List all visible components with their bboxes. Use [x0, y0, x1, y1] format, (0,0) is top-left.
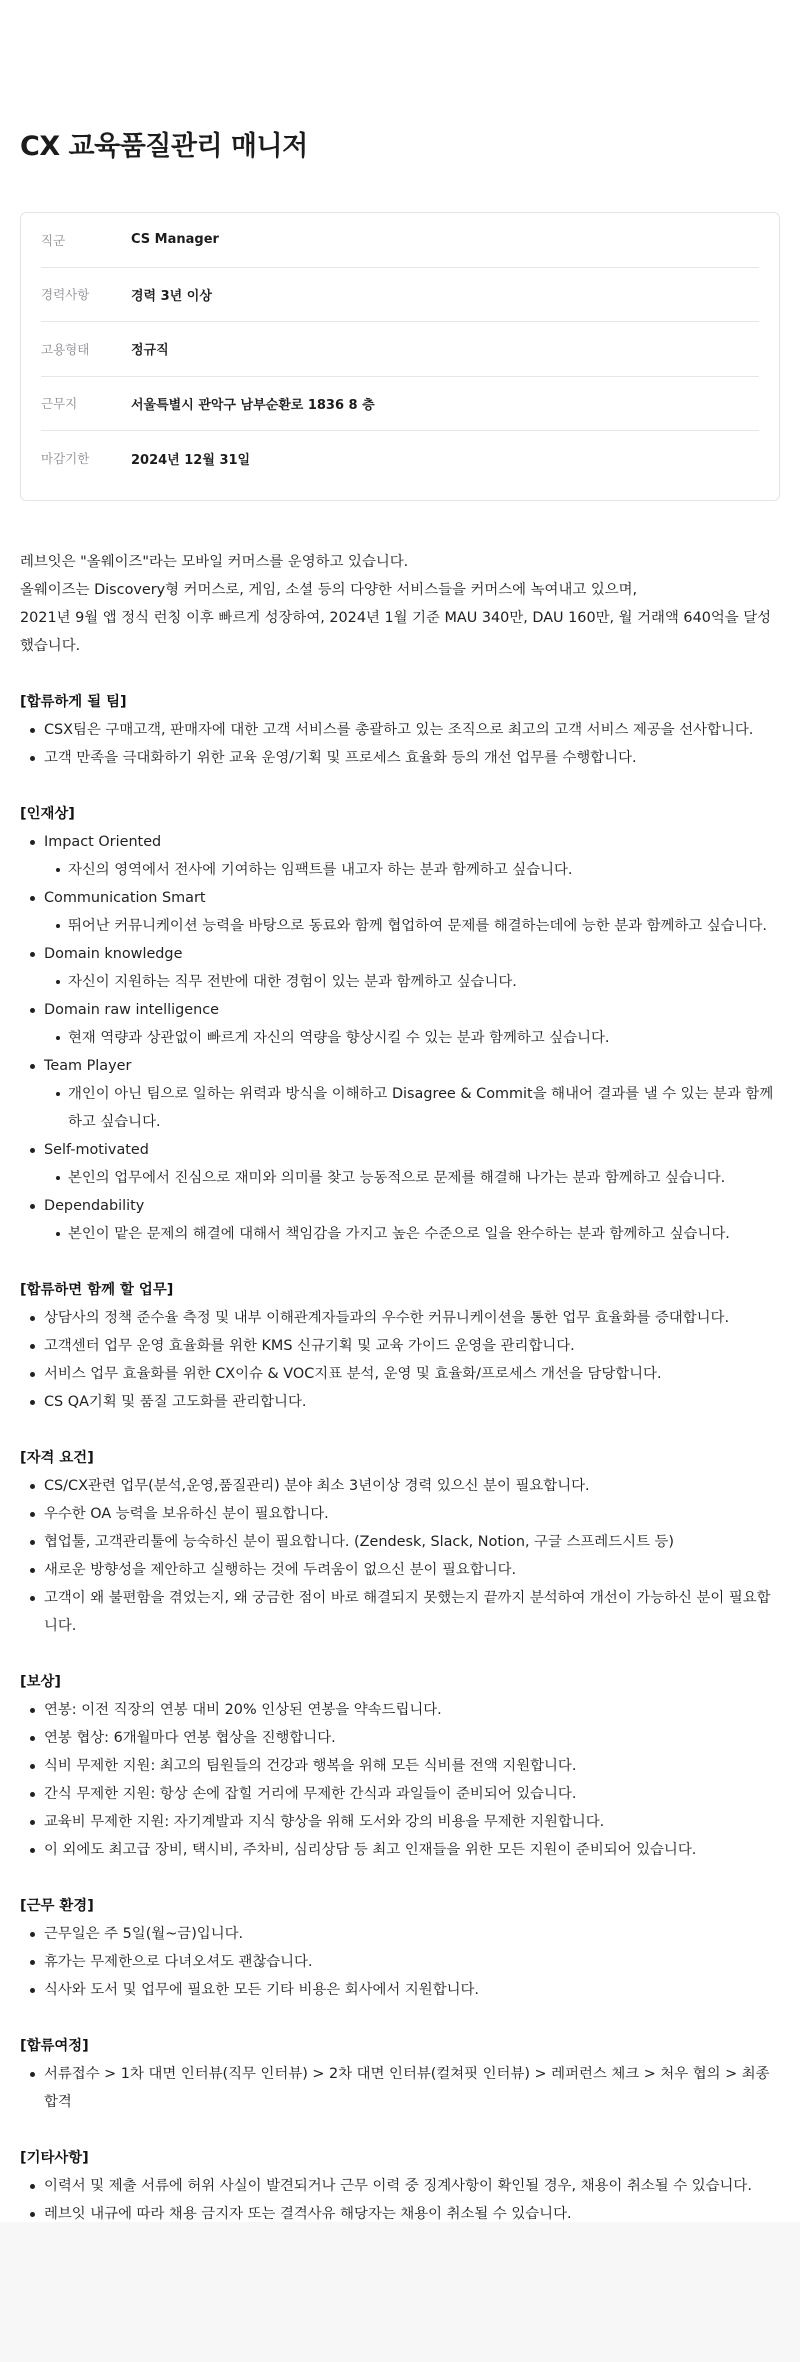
info-row-employment-type — [41, 322, 759, 377]
company-intro — [20, 548, 782, 660]
talent-desc: 뛰어난 커뮤니케이션 능력을 바탕으로 동료와 함께 협업하여 문제를 해결하는데에 능한 분과 함께하고 싶습니다. — [44, 912, 782, 940]
info-value: 정규직 — [131, 343, 169, 359]
talent-item — [20, 1136, 782, 1192]
info-value: CS Manager — [131, 232, 219, 248]
info-label: 고용형태 — [41, 341, 90, 357]
section-title: [기타사항] — [20, 2150, 89, 2166]
talent-item — [20, 828, 782, 884]
list-item: CSX팀은 구매고객, 판매자에 대한 고객 서비스를 총괄하고 있는 조직으로 최고의 고객 서비스 제공을 선사합니다. — [20, 716, 782, 744]
talent-desc: 자신이 지원하는 직무 전반에 대한 경험이 있는 분과 함께하고 싶습니다. — [44, 968, 782, 996]
section-duties — [20, 1276, 782, 1416]
list-item: 협업툴, 고객관리툴에 능숙하신 분이 필요합니다. (Zendesk, Slack, Notion, 구글 스프레드시트 등) — [20, 1528, 782, 1556]
talent-item — [20, 940, 782, 996]
job-info-card — [20, 212, 780, 501]
list-item: 식비 무제한 지원: 최고의 팀원들의 건강과 행복을 위해 모든 식비를 전액 지원합니다. — [20, 1752, 782, 1780]
intro-paragraph: 2021년 9월 앱 정식 런칭 이후 빠르게 성장하여, 2024년 1월 기준 MAU 340만, DAU 160만, 월 거래액 640억을 달성했습니다. — [20, 610, 772, 654]
section-title: [합류여정] — [20, 2038, 89, 2054]
intro-paragraph: 올웨이즈는 Discovery형 커머스로, 게임, 소셜 등의 다양한 서비스들을 커머스에 녹여내고 있으며, — [20, 582, 638, 598]
info-row-deadline — [41, 431, 759, 486]
section-notes — [20, 2144, 782, 2228]
talent-name: Dependability — [44, 1198, 145, 1214]
list-item: 서비스 업무 효율화를 위한 CX이슈 & VOC지표 분석, 운영 및 효율화/프로세스 개선을 담당합니다. — [20, 1360, 782, 1388]
talent-name: Team Player — [44, 1058, 132, 1074]
job-description — [20, 548, 782, 2228]
info-value: 경력 3년 이상 — [131, 288, 212, 304]
info-label: 직군 — [41, 232, 66, 248]
section-compensation — [20, 1668, 782, 1864]
info-row-location — [41, 377, 759, 432]
talent-item — [20, 996, 782, 1052]
list-item: 연봉 협상: 6개월마다 연봉 협상을 진행합니다. — [20, 1724, 782, 1752]
section-team — [20, 688, 782, 772]
page-title: CX 교육품질관리 매니저 — [20, 131, 308, 162]
list-item: 이력서 및 제출 서류에 허위 사실이 발견되거나 근무 이력 중 징계사항이 확인될 경우, 채용이 취소될 수 있습니다. — [20, 2172, 782, 2200]
list-item: 근무일은 주 5일(월~금)입니다. — [20, 1920, 782, 1948]
list-item: CS QA기획 및 품질 고도화를 관리합니다. — [20, 1388, 782, 1416]
section-process — [20, 2032, 782, 2116]
info-label: 경력사항 — [41, 287, 90, 303]
talent-item — [20, 884, 782, 940]
list-item: 우수한 OA 능력을 보유하신 분이 필요합니다. — [20, 1500, 782, 1528]
talent-item — [20, 1192, 782, 1248]
talent-name: Self-motivated — [44, 1142, 149, 1158]
section-title: [합류하게 될 팀] — [20, 694, 127, 710]
talent-desc: 현재 역량과 상관없이 빠르게 자신의 역량을 향상시킬 수 있는 분과 함께하고 싶습니다. — [44, 1024, 782, 1052]
talent-desc: 본인이 맡은 문제의 해결에 대해서 책임감을 가지고 높은 수준으로 일을 완수하는 분과 함께하고 싶습니다. — [44, 1220, 782, 1248]
list-item: 휴가는 무제한으로 다녀오셔도 괜찮습니다. — [20, 1948, 782, 1976]
list-item: 상담사의 정책 준수율 측정 및 내부 이해관계자들과의 우수한 커뮤니케이션을 통한 업무 효율화를 증대합니다. — [20, 1304, 782, 1332]
list-item: 레브잇 내규에 따라 채용 금지자 또는 결격사유 해당자는 채용이 취소될 수 있습니다. — [20, 2200, 782, 2228]
section-requirements — [20, 1444, 782, 1640]
talent-name: Domain knowledge — [44, 946, 183, 962]
talent-desc: 개인이 아닌 팀으로 일하는 위력과 방식을 이해하고 Disagree & Commit을 해내어 결과를 낼 수 있는 분과 함께하고 싶습니다. — [44, 1080, 782, 1136]
info-label: 마감기한 — [41, 451, 90, 467]
list-item: 고객센터 업무 운영 효율화를 위한 KMS 신규기획 및 교육 가이드 운영을 관리합니다. — [20, 1332, 782, 1360]
talent-desc: 자신의 영역에서 전사에 기여하는 임팩트를 내고자 하는 분과 함께하고 싶습니다. — [44, 856, 782, 884]
talent-name: Impact Oriented — [44, 834, 162, 850]
list-item: 고객 만족을 극대화하기 위한 교육 운영/기획 및 프로세스 효율화 등의 개선 업무를 수행합니다. — [20, 744, 782, 772]
section-talent — [20, 800, 782, 1248]
list-item: 이 외에도 최고급 장비, 택시비, 주차비, 심리상담 등 최고 인재들을 위한 모든 지원이 준비되어 있습니다. — [20, 1836, 782, 1864]
intro-paragraph: 레브잇은 "올웨이즈"라는 모바일 커머스를 운영하고 있습니다. — [20, 554, 409, 570]
talent-name: Domain raw intelligence — [44, 1002, 219, 1018]
talent-desc: 본인의 업무에서 진심으로 재미와 의미를 찾고 능동적으로 문제를 해결해 나가는 분과 함께하고 싶습니다. — [44, 1164, 782, 1192]
section-title: [보상] — [20, 1674, 61, 1690]
list-item: 교육비 무제한 지원: 자기계발과 지식 향상을 위해 도서와 강의 비용을 무제한 지원합니다. — [20, 1808, 782, 1836]
info-label: 근무지 — [41, 396, 78, 412]
section-title: [자격 요건] — [20, 1450, 94, 1466]
list-item: 서류접수 > 1차 대면 인터뷰(직무 인터뷰) > 2차 대면 인터뷰(컬쳐핏 인터뷰) > 레퍼런스 체크 > 처우 협의 > 최종합격 — [20, 2060, 782, 2116]
info-row-job-group — [41, 213, 759, 268]
list-item: 연봉: 이전 직장의 연봉 대비 20% 인상된 연봉을 약속드립니다. — [20, 1696, 782, 1724]
section-title: [합류하면 함께 할 업무] — [20, 1282, 174, 1298]
info-value: 2024년 12월 31일 — [131, 452, 251, 468]
list-item: 고객이 왜 불편함을 겪었는지, 왜 궁금한 점이 바로 해결되지 못했는지 끝까지 분석하여 개선이 가능하신 분이 필요합니다. — [20, 1584, 782, 1640]
section-title: [인재상] — [20, 806, 75, 822]
list-item: 새로운 방향성을 제안하고 실행하는 것에 두려움이 없으신 분이 필요합니다. — [20, 1556, 782, 1584]
section-environment — [20, 1892, 782, 2004]
talent-name: Communication Smart — [44, 890, 206, 906]
list-item: CS/CX관련 업무(분석,운영,품질관리) 분야 최소 3년이상 경력 있으신 분이 필요합니다. — [20, 1472, 782, 1500]
list-item: 식사와 도서 및 업무에 필요한 모든 기타 비용은 회사에서 지원합니다. — [20, 1976, 782, 2004]
talent-item — [20, 1052, 782, 1136]
info-row-experience — [41, 268, 759, 323]
info-value: 서울특별시 관악구 남부순환로 1836 8 층 — [131, 397, 375, 413]
list-item: 간식 무제한 지원: 항상 손에 잡힐 거리에 무제한 간식과 과일들이 준비되어 있습니다. — [20, 1780, 782, 1808]
section-title: [근무 환경] — [20, 1898, 94, 1914]
